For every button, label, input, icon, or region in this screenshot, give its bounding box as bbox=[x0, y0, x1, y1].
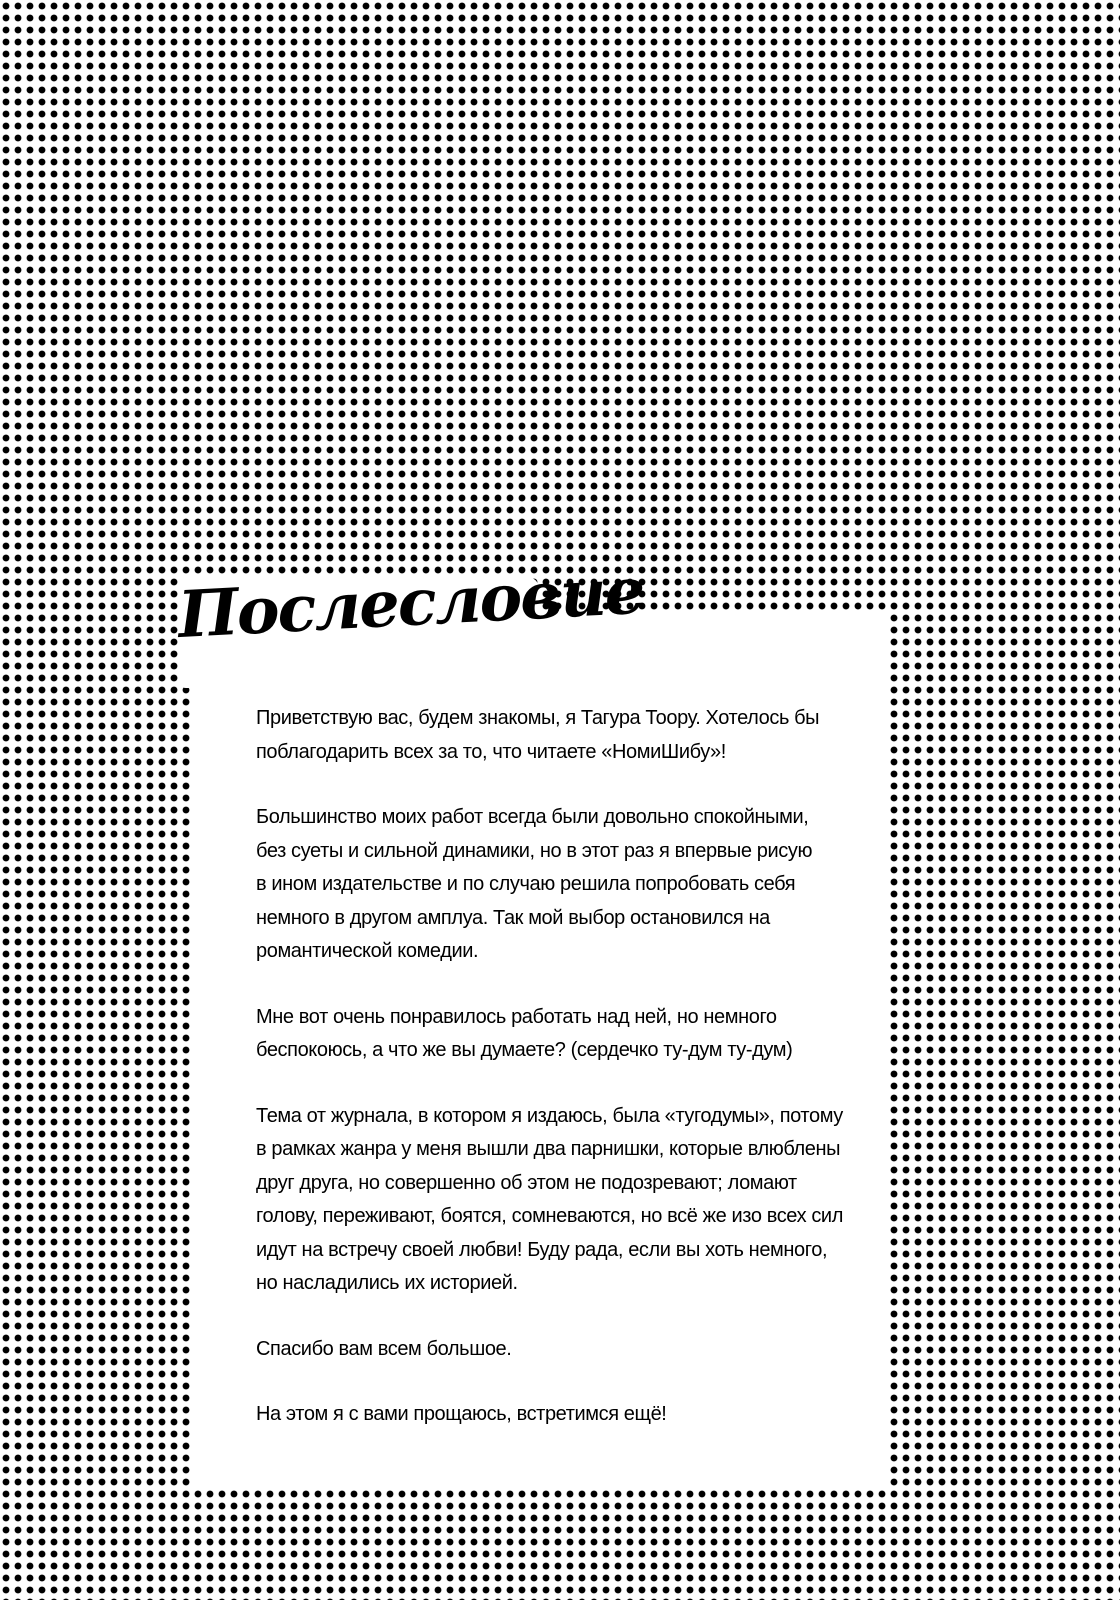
text-line: Большинство моих работ всегда были довольно спокойными, bbox=[256, 806, 809, 828]
text-line: романтической комедии. bbox=[256, 940, 479, 962]
text-line: друг друга, но совершенно об этом не подозревают; ломают bbox=[256, 1171, 797, 1194]
text-line: но насладились их историей. bbox=[256, 1272, 518, 1294]
paragraph bbox=[256, 1100, 856, 1301]
text-line: в рамках жанра у меня вышли два парнишки, которые влюблены bbox=[256, 1138, 841, 1160]
paragraph bbox=[256, 702, 856, 769]
paragraph bbox=[256, 801, 856, 969]
paragraph bbox=[256, 1333, 856, 1367]
text-line: в ином издательстве и по случаю решила попробовать себя bbox=[256, 873, 796, 895]
text-line: Мне вот очень понравилось работать над ней, но немного bbox=[256, 1005, 777, 1028]
text-line: без суеты и сильной динамики, но в этот раз я впервые рисую bbox=[256, 839, 813, 862]
text-line: На этом я с вами прощаюсь, встретимся ещё! bbox=[256, 1403, 667, 1425]
text-line: немного в другом амплуа. Так мой выбор остановился на bbox=[256, 906, 770, 929]
afterword-text bbox=[256, 702, 856, 1464]
paragraph bbox=[256, 1398, 856, 1432]
text-line: Спасибо вам всем большое. bbox=[256, 1337, 512, 1360]
page-title: Послесловие bbox=[176, 553, 646, 653]
text-line: поблагодарить всех за то, что читаете «НомиШибу»! bbox=[256, 740, 726, 763]
text-line: Тема от журнала, в котором я издаюсь, была «тугодумы», потому bbox=[256, 1104, 843, 1127]
text-line: голову, переживают, боятся, сомневаются, но всё же изо всех сил bbox=[256, 1205, 843, 1227]
paragraph bbox=[256, 1001, 856, 1068]
text-line: беспокоюсь, а что же вы думаете? (сердечко ту-дум ту-дум) bbox=[256, 1039, 793, 1061]
text-line: идут на встречу своей любви! Буду рада, если вы хоть немного, bbox=[256, 1238, 828, 1261]
text-line: Приветствую вас, будем знакомы, я Тагура Тоору. Хотелось бы bbox=[256, 707, 820, 729]
